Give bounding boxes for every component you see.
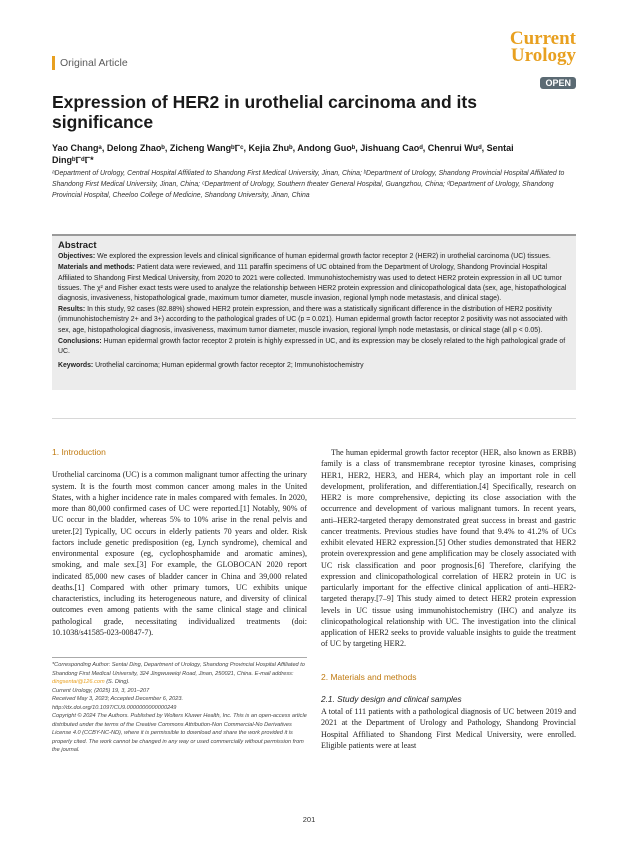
abstract-results bbox=[58, 305, 570, 336]
corresponding-text: *Corresponding Author: Sentai Ding, Department of Urology, Shandong Provincial Hospital Affiliated to Shandong First Medical University, 324 Jingwuweiqi Road, Jinan, 250021, China. E-mail address: bbox=[52, 662, 305, 677]
author-list: Yao Changᵃ, Delong Zhaoᵇ, Zicheng WangᵇⲄᶜ, Kejia Zhuᵇ, Andong Guoᵇ, Jishuang Caoᵈ, Chenrui Wuᵈ, Sentai DingᵇⲄᵈⲄ* bbox=[52, 143, 514, 165]
section-divider bbox=[52, 418, 576, 419]
right-column bbox=[321, 447, 576, 751]
objectives-text: We explored the expression levels and clinical significance of human epidermal growth factor receptor 2 (HER2) in urothelial carcinoma (UC) tissues. bbox=[95, 253, 551, 261]
author-email-link[interactable]: dingsentai@126.com bbox=[52, 679, 105, 685]
methods-section-heading: 2. Materials and methods bbox=[321, 671, 417, 682]
her-family-paragraph: The human epidermal growth factor receptor (HER, also known as ERBB) family is a class of transmembrane receptor tyrosine kinases, comprising HER1, HER2, HER3, and HER4, which play an important role in cell development, proliferation, and differentiation.[4] Specifically, research on HER2 is more comprehensive, depicting its close association with the occurrence and development of various malignant tumors. In recent years, anti–HER2-targeted therapy demonstrated great success in breast and gastric cancer treatments. Previous studies have found that 9.4% to 41.2% of UCs exhibit elevated HER2 expression.[5] Other studies demonstrated that HER2 protein overexpression and gene amplification may be closely associated with UC risk classification and poor prognosis.[6] Therefore, clarifying the expression and clinicopathological correlation of HER2 protein in UC is particularly important for the effective clinical application of anti–HER2-targeted therapy.[7–9] This study aimed to detect HER2 protein expression levels in UC tissue using immunohistochemistry (IHC) and analyze its clinicopathological relationship with UC. The investigation into the clinical application of HER2 seeks to provide valuable insights to guide the treatment of UC by targeting HER2. bbox=[321, 448, 576, 649]
footnote bbox=[52, 657, 307, 755]
section-tag-label: Original Article bbox=[60, 57, 128, 69]
abstract-keywords bbox=[58, 361, 570, 371]
intro-heading: 1. Introduction bbox=[52, 447, 106, 457]
open-access-badge: OPEN bbox=[540, 77, 576, 89]
keywords-label: Keywords: bbox=[58, 362, 94, 370]
conclusions-label: Conclusions: bbox=[58, 337, 102, 345]
copyright-notice: Copyright © 2024 The Authors. Published by Wolters Kluwer Health, Inc. This is an open-access article distributed under the terms of the Creative Commons Attribution-Non Commercial-No Derivatives License 4.0 (CCBY-NC-ND), where it is permissible to download and share the work provided it is properly cited. The work cannot be changed in any way or used commercially without permission from the journal. bbox=[52, 713, 307, 753]
affiliations: ᵃDepartment of Urology, Central Hospital Affiliated to Shandong First Medical University, Jinan, China; ᵇDepartment of Urology, Shandong Provincial Hospital Affiliated to Shandong First Medical University, Jinan, China; ᶜDepartment of Urology, Southern theater General Hospital, Guangzhou, China; ᵈDepartment of Urology, Shandong Provincial Hospital, Cheeloo College of Medicine, Shandong University, Jinan, China bbox=[52, 170, 565, 200]
intro-paragraph: Urothelial carcinoma (UC) is a common malignant tumor affecting the urinary system. It is the fourth most common cancer among males in the United States, with a higher incidence rate in males compared with females. In 2020, more than 80,000 confirmed cases of UC were reported.[1] Notably, 90% of UC occur in the bladder, whereas 5% to 10% arise in the renal pelvis and ureter.[2] Typically, UC occurs in elderly patients 70 years and older. Risk factors include genetic predisposition (eg, Lynch syndrome), chemical and environmental exposure (eg, cyclophosphamide and aromatic amines), smoking, and male sex.[3] For example, the GLOBOCAN 2020 report indicated 85,000 new cases of bladder cancer in China and 39,000 related deaths.[1] Compared with other primary tumors, UC exhibits unique characteristics, including its heterogeneous nature, and diversity of clinical outcomes even among patients with the same clinical stage and clinical pathological grade, necessitating individualized treatments (doi: 10.1038/s41585-023-00847-7). bbox=[52, 470, 307, 637]
corresponding-author bbox=[52, 661, 307, 687]
abstract-box bbox=[52, 234, 576, 390]
section-tag bbox=[52, 56, 128, 70]
conclusions-text: Human epidermal growth factor receptor 2 protein is highly expressed in UC, and its expression may be closely related to the high pathological grade of UC. bbox=[58, 337, 566, 356]
keywords-text: Urothelial carcinoma; Human epidermal growth factor receptor 2; Immunohistochemistry bbox=[93, 362, 364, 370]
corresponding-end: (S. Ding). bbox=[104, 679, 130, 685]
journal-logo-line1: Current bbox=[509, 28, 576, 49]
section-tag-bar bbox=[52, 56, 55, 70]
journal-logo bbox=[510, 30, 576, 64]
methods-label: Materials and methods: bbox=[58, 264, 135, 272]
methods-text: Patient data were reviewed, and 111 paraffin specimens of UC obtained from the Department of Urology, Shandong Provincial Hospital Affiliated to Shandong First Medical University, from 2020 to 2021 were collected. Immunohistochemistry was used to detect HER2 protein expression in all UC tumor tissues. The χ² and Fisher exact tests were used to analyze the relationship between HER2 protein expression and clinicopathological data (sex, age, histopathological diagnosis, invasiveness, histopathological grade, maximum tumor diameter, muscle invasion, regional lymph node metastasis, and clinical stage). bbox=[58, 264, 567, 303]
received-dates: Received May 3, 2023; Accepted December 6, 2023. bbox=[52, 696, 184, 702]
abstract-conclusions bbox=[58, 337, 570, 357]
citation-line: Current Urology, (2025) 19, 3, 201–207 bbox=[52, 687, 150, 694]
abstract-methods bbox=[58, 263, 570, 304]
results-text: In this study, 92 cases (82.88%) showed HER2 protein expression, and there was a statistically significant difference in the distribution of HER2 positivity (immunohistochemistry 2+ and 3+) according to the pathological grades of UC (p = 0.021). Human epidermal growth factor receptor 2 positivity was not associated with sex, age, histopathological diagnosis, invasiveness, maximum tumor diameter, muscle invasion, regional lymph node metastasis, or clinical stage (all p < 0.05). bbox=[58, 306, 568, 334]
results-label: Results: bbox=[58, 306, 86, 314]
article-title: Expression of HER2 in urothelial carcinoma and its significance bbox=[52, 92, 477, 132]
abstract-heading: Abstract bbox=[58, 240, 97, 251]
objectives-label: Objectives: bbox=[58, 253, 96, 261]
study-design-heading: 2.1. Study design and clinical samples bbox=[321, 693, 462, 704]
doi-link[interactable]: http://dx.doi.org/10.1097/CU9.0000000000000249 bbox=[52, 704, 177, 711]
page-number: 201 bbox=[302, 815, 316, 824]
abstract-objectives bbox=[58, 252, 570, 262]
journal-logo-line2: Urology bbox=[510, 45, 576, 66]
study-design-paragraph: A total of 111 patients with a pathological diagnosis of UC between 2019 and 2021 at the Department of Urology and Pathology, Shandong Provincial Hospital Affiliated to Shandong First Medical University, were enrolled. Eligible patients were at least bbox=[321, 707, 576, 750]
left-column bbox=[52, 447, 307, 638]
